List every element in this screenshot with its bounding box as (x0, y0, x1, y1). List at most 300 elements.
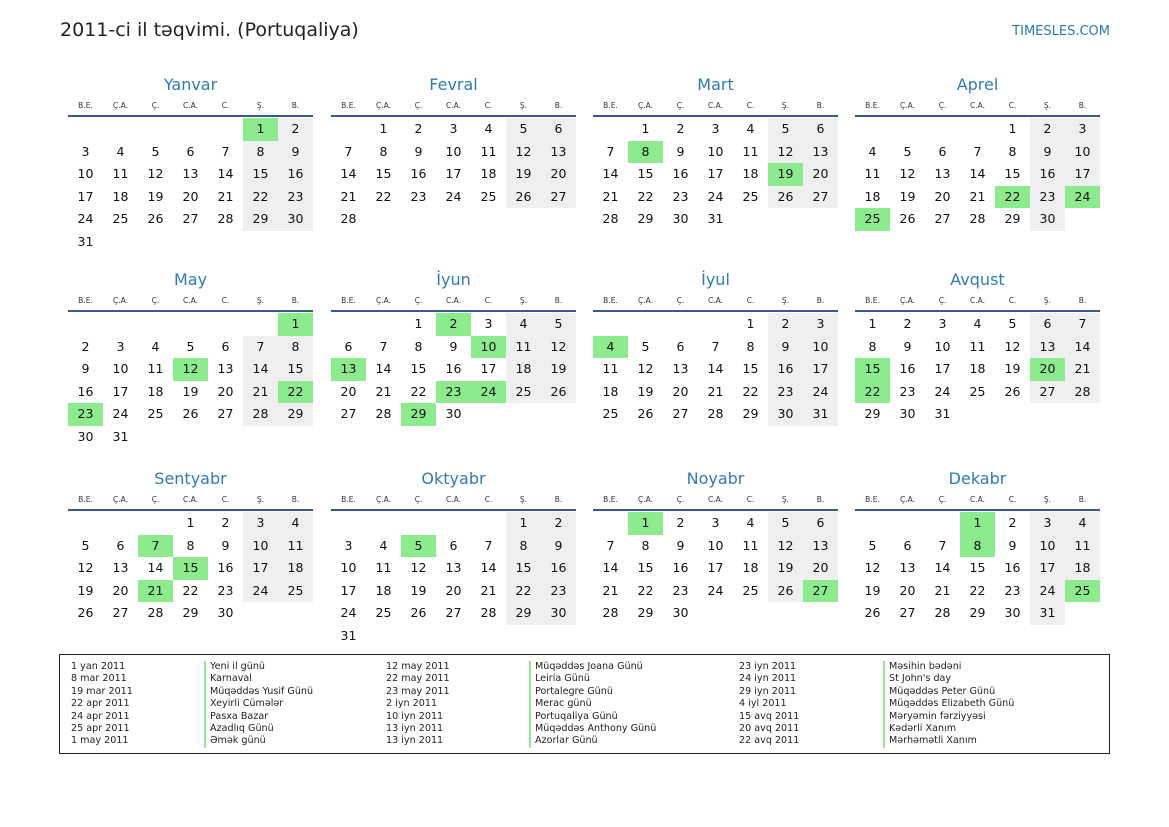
day-cell[interactable]: 20 (899, 582, 916, 598)
day-cell[interactable]: 31 (1030, 602, 1065, 625)
day-cell[interactable]: 11 (112, 166, 129, 181)
day-cell[interactable]: 1 (379, 121, 388, 136)
day-cell[interactable]: 14 (602, 166, 619, 181)
day-cell[interactable]: 28 (340, 211, 357, 226)
day-cell[interactable]: 14 (1065, 336, 1100, 359)
day-cell[interactable]: 14 (969, 166, 986, 181)
day-cell[interactable]: 9 (541, 535, 576, 558)
day-cell[interactable]: 2 (676, 121, 685, 136)
day-cell[interactable]: 14 (375, 361, 392, 376)
holiday-day-cell[interactable]: 1 (960, 512, 995, 535)
day-cell[interactable]: 8 (746, 338, 755, 354)
day-cell[interactable]: 28 (969, 211, 986, 226)
holiday-day-cell[interactable]: 24 (471, 381, 506, 404)
day-cell[interactable]: 28 (480, 605, 497, 620)
holiday-day-cell[interactable]: 29 (401, 403, 436, 426)
day-cell[interactable]: 11 (864, 166, 881, 181)
day-cell[interactable]: 5 (1008, 316, 1017, 331)
day-cell[interactable]: 25 (742, 582, 759, 598)
day-cell[interactable]: 24 (707, 582, 724, 598)
day-cell[interactable]: 29 (864, 406, 881, 421)
day-cell[interactable]: 25 (742, 188, 759, 204)
holiday-day-cell[interactable]: 27 (803, 580, 838, 603)
day-cell[interactable]: 23 (672, 582, 689, 598)
day-cell[interactable]: 21 (934, 582, 951, 598)
day-cell[interactable]: 5 (768, 118, 803, 141)
day-cell[interactable]: 24 (707, 188, 724, 204)
day-cell[interactable]: 27 (934, 211, 951, 226)
day-cell[interactable]: 5 (506, 118, 541, 141)
day-cell[interactable]: 11 (969, 338, 986, 354)
day-cell[interactable]: 24 (1030, 580, 1065, 603)
day-cell[interactable]: 13 (899, 560, 916, 575)
day-cell[interactable]: 20 (217, 383, 234, 399)
day-cell[interactable]: 10 (340, 560, 357, 575)
holiday-day-cell[interactable]: 5 (401, 535, 436, 558)
day-cell[interactable]: 18 (602, 383, 619, 399)
day-cell[interactable]: 27 (541, 186, 576, 209)
day-cell[interactable]: 9 (221, 537, 230, 553)
day-cell[interactable]: 28 (602, 211, 619, 226)
holiday-day-cell[interactable]: 15 (855, 358, 890, 381)
holiday-day-cell[interactable]: 4 (593, 336, 628, 359)
holiday-day-cell[interactable]: 15 (173, 557, 208, 580)
day-cell[interactable]: 13 (1030, 336, 1065, 359)
day-cell[interactable]: 12 (637, 361, 654, 376)
day-cell[interactable]: 19 (506, 163, 541, 186)
day-cell[interactable]: 9 (676, 143, 685, 159)
day-cell[interactable]: 2 (768, 313, 803, 336)
day-cell[interactable]: 6 (541, 118, 576, 141)
day-cell[interactable]: 18 (969, 361, 986, 376)
day-cell[interactable]: 23 (1004, 582, 1021, 598)
day-cell[interactable]: 2 (278, 118, 313, 141)
day-cell[interactable]: 18 (864, 188, 881, 204)
day-cell[interactable]: 8 (278, 336, 313, 359)
day-cell[interactable]: 14 (480, 560, 497, 575)
day-cell[interactable]: 24 (340, 605, 357, 620)
day-cell[interactable]: 21 (602, 582, 619, 598)
day-cell[interactable]: 19 (864, 582, 881, 598)
day-cell[interactable]: 14 (243, 358, 278, 381)
day-cell[interactable]: 4 (973, 316, 982, 331)
day-cell[interactable]: 31 (77, 233, 94, 249)
day-cell[interactable]: 28 (147, 605, 164, 620)
day-cell[interactable]: 17 (1065, 163, 1100, 186)
day-cell[interactable]: 23 (1030, 186, 1065, 209)
day-cell[interactable]: 8 (186, 537, 195, 553)
day-cell[interactable]: 29 (182, 605, 199, 620)
day-cell[interactable]: 28 (602, 605, 619, 620)
day-cell[interactable]: 22 (637, 582, 654, 598)
day-cell[interactable]: 2 (1008, 515, 1017, 530)
day-cell[interactable]: 19 (541, 358, 576, 381)
day-cell[interactable]: 21 (602, 188, 619, 204)
day-cell[interactable]: 22 (410, 383, 427, 399)
day-cell[interactable]: 22 (742, 383, 759, 399)
day-cell[interactable]: 31 (803, 403, 838, 426)
day-cell[interactable]: 4 (116, 143, 125, 159)
day-cell[interactable]: 16 (672, 166, 689, 181)
day-cell[interactable]: 22 (243, 186, 278, 209)
day-cell[interactable]: 21 (217, 188, 234, 204)
day-cell[interactable]: 28 (375, 406, 392, 421)
day-cell[interactable]: 25 (969, 383, 986, 399)
day-cell[interactable]: 6 (676, 338, 685, 354)
day-cell[interactable]: 3 (243, 512, 278, 535)
day-cell[interactable]: 15 (742, 361, 759, 376)
day-cell[interactable]: 11 (742, 537, 759, 553)
day-cell[interactable]: 28 (243, 403, 278, 426)
day-cell[interactable]: 24 (243, 580, 278, 603)
day-cell[interactable]: 16 (77, 383, 94, 399)
day-cell[interactable]: 12 (147, 166, 164, 181)
day-cell[interactable]: 8 (641, 537, 650, 553)
day-cell[interactable]: 29 (969, 605, 986, 620)
day-cell[interactable]: 19 (637, 383, 654, 399)
day-cell[interactable]: 4 (746, 515, 755, 530)
day-cell[interactable]: 18 (375, 582, 392, 598)
day-cell[interactable]: 10 (112, 361, 129, 376)
day-cell[interactable]: 19 (410, 582, 427, 598)
day-cell[interactable]: 16 (1030, 163, 1065, 186)
day-cell[interactable]: 29 (637, 211, 654, 226)
day-cell[interactable]: 3 (484, 316, 493, 331)
day-cell[interactable]: 20 (803, 557, 838, 580)
day-cell[interactable]: 12 (899, 166, 916, 181)
day-cell[interactable]: 16 (278, 163, 313, 186)
day-cell[interactable]: 10 (1030, 535, 1065, 558)
day-cell[interactable]: 9 (1030, 141, 1065, 164)
day-cell[interactable]: 13 (217, 361, 234, 376)
day-cell[interactable]: 14 (602, 560, 619, 575)
day-cell[interactable]: 25 (112, 211, 129, 226)
day-cell[interactable]: 16 (1004, 560, 1021, 575)
day-cell[interactable]: 4 (868, 143, 877, 159)
day-cell[interactable]: 4 (379, 537, 388, 553)
day-cell[interactable]: 18 (1065, 557, 1100, 580)
day-cell[interactable]: 16 (217, 560, 234, 575)
day-cell[interactable]: 23 (541, 580, 576, 603)
day-cell[interactable]: 21 (480, 582, 497, 598)
day-cell[interactable]: 9 (1008, 537, 1017, 553)
day-cell[interactable]: 13 (803, 535, 838, 558)
holiday-day-cell[interactable]: 13 (331, 358, 366, 381)
day-cell[interactable]: 25 (375, 605, 392, 620)
day-cell[interactable]: 5 (903, 143, 912, 159)
day-cell[interactable]: 10 (707, 143, 724, 159)
day-cell[interactable]: 7 (344, 143, 353, 159)
day-cell[interactable]: 9 (903, 338, 912, 354)
day-cell[interactable]: 1 (186, 515, 195, 530)
day-cell[interactable]: 6 (116, 537, 125, 553)
day-cell[interactable]: 31 (340, 627, 357, 643)
day-cell[interactable]: 11 (480, 143, 497, 159)
day-cell[interactable]: 26 (410, 605, 427, 620)
day-cell[interactable]: 4 (746, 121, 755, 136)
day-cell[interactable]: 18 (742, 166, 759, 181)
day-cell[interactable]: 29 (278, 403, 313, 426)
day-cell[interactable]: 19 (147, 188, 164, 204)
day-cell[interactable]: 18 (742, 560, 759, 575)
day-cell[interactable]: 3 (711, 121, 720, 136)
day-cell[interactable]: 17 (112, 383, 129, 399)
day-cell[interactable]: 14 (934, 560, 951, 575)
day-cell[interactable]: 25 (480, 188, 497, 204)
day-cell[interactable]: 15 (278, 358, 313, 381)
day-cell[interactable]: 17 (77, 188, 94, 204)
day-cell[interactable]: 4 (484, 121, 493, 136)
day-cell[interactable]: 9 (676, 537, 685, 553)
day-cell[interactable]: 6 (186, 143, 195, 159)
day-cell[interactable]: 2 (414, 121, 423, 136)
day-cell[interactable]: 19 (899, 188, 916, 204)
day-cell[interactable]: 5 (81, 537, 90, 553)
day-cell[interactable]: 23 (217, 582, 234, 598)
day-cell[interactable]: 7 (938, 537, 947, 553)
day-cell[interactable]: 30 (672, 605, 689, 620)
day-cell[interactable]: 10 (77, 166, 94, 181)
day-cell[interactable]: 2 (903, 316, 912, 331)
day-cell[interactable]: 3 (711, 515, 720, 530)
day-cell[interactable]: 10 (243, 535, 278, 558)
day-cell[interactable]: 16 (768, 358, 803, 381)
day-cell[interactable]: 22 (506, 580, 541, 603)
day-cell[interactable]: 29 (1004, 211, 1021, 226)
day-cell[interactable]: 29 (243, 208, 278, 231)
day-cell[interactable]: 17 (445, 166, 462, 181)
holiday-day-cell[interactable]: 22 (855, 381, 890, 404)
day-cell[interactable]: 6 (344, 338, 353, 354)
day-cell[interactable]: 14 (217, 166, 234, 181)
day-cell[interactable]: 3 (938, 316, 947, 331)
day-cell[interactable]: 16 (445, 361, 462, 376)
day-cell[interactable]: 25 (147, 406, 164, 421)
holiday-day-cell[interactable]: 22 (278, 381, 313, 404)
day-cell[interactable]: 17 (934, 361, 951, 376)
day-cell[interactable]: 26 (147, 211, 164, 226)
day-cell[interactable]: 12 (410, 560, 427, 575)
day-cell[interactable]: 20 (803, 163, 838, 186)
day-cell[interactable]: 14 (707, 361, 724, 376)
day-cell[interactable]: 10 (803, 336, 838, 359)
day-cell[interactable]: 23 (410, 188, 427, 204)
day-cell[interactable]: 9 (81, 361, 90, 376)
day-cell[interactable]: 27 (899, 605, 916, 620)
day-cell[interactable]: 28 (1065, 381, 1100, 404)
day-cell[interactable]: 3 (803, 313, 838, 336)
day-cell[interactable]: 5 (151, 143, 160, 159)
day-cell[interactable]: 30 (541, 602, 576, 625)
day-cell[interactable]: 24 (77, 211, 94, 226)
day-cell[interactable]: 12 (506, 141, 541, 164)
holiday-day-cell[interactable]: 7 (138, 535, 173, 558)
day-cell[interactable]: 1 (746, 316, 755, 331)
day-cell[interactable]: 15 (637, 166, 654, 181)
day-cell[interactable]: 11 (375, 560, 392, 575)
holiday-day-cell[interactable]: 19 (768, 163, 803, 186)
day-cell[interactable]: 7 (221, 143, 230, 159)
day-cell[interactable]: 29 (742, 406, 759, 421)
day-cell[interactable]: 6 (803, 118, 838, 141)
day-cell[interactable]: 11 (1065, 535, 1100, 558)
day-cell[interactable]: 17 (707, 166, 724, 181)
day-cell[interactable]: 17 (707, 560, 724, 575)
day-cell[interactable]: 7 (711, 338, 720, 354)
day-cell[interactable]: 6 (1030, 313, 1065, 336)
day-cell[interactable]: 10 (1065, 141, 1100, 164)
day-cell[interactable]: 30 (899, 406, 916, 421)
day-cell[interactable]: 17 (243, 557, 278, 580)
day-cell[interactable]: 18 (480, 166, 497, 181)
day-cell[interactable]: 7 (379, 338, 388, 354)
day-cell[interactable]: 22 (637, 188, 654, 204)
day-cell[interactable]: 30 (278, 208, 313, 231)
holiday-day-cell[interactable]: 22 (995, 186, 1030, 209)
day-cell[interactable]: 28 (934, 605, 951, 620)
day-cell[interactable]: 23 (672, 188, 689, 204)
day-cell[interactable]: 23 (899, 383, 916, 399)
day-cell[interactable]: 21 (1065, 358, 1100, 381)
holiday-day-cell[interactable]: 24 (1065, 186, 1100, 209)
day-cell[interactable]: 23 (768, 381, 803, 404)
day-cell[interactable]: 18 (147, 383, 164, 399)
day-cell[interactable]: 12 (77, 560, 94, 575)
holiday-day-cell[interactable]: 25 (855, 208, 890, 231)
day-cell[interactable]: 20 (934, 188, 951, 204)
day-cell[interactable]: 18 (506, 358, 541, 381)
day-cell[interactable]: 30 (445, 406, 462, 421)
day-cell[interactable]: 16 (672, 560, 689, 575)
day-cell[interactable]: 20 (112, 582, 129, 598)
day-cell[interactable]: 5 (768, 512, 803, 535)
day-cell[interactable]: 6 (449, 537, 458, 553)
day-cell[interactable]: 30 (1004, 605, 1021, 620)
day-cell[interactable]: 28 (707, 406, 724, 421)
day-cell[interactable]: 9 (768, 336, 803, 359)
day-cell[interactable]: 13 (445, 560, 462, 575)
day-cell[interactable]: 6 (221, 338, 230, 354)
day-cell[interactable]: 11 (278, 535, 313, 558)
day-cell[interactable]: 5 (541, 313, 576, 336)
day-cell[interactable]: 3 (449, 121, 458, 136)
holiday-day-cell[interactable]: 23 (68, 403, 103, 426)
day-cell[interactable]: 15 (243, 163, 278, 186)
day-cell[interactable]: 7 (973, 143, 982, 159)
day-cell[interactable]: 15 (969, 560, 986, 575)
day-cell[interactable]: 11 (602, 361, 619, 376)
day-cell[interactable]: 7 (1065, 313, 1100, 336)
day-cell[interactable]: 5 (868, 537, 877, 553)
day-cell[interactable]: 21 (243, 381, 278, 404)
day-cell[interactable]: 7 (484, 537, 493, 553)
day-cell[interactable]: 26 (541, 381, 576, 404)
day-cell[interactable]: 31 (112, 428, 129, 444)
day-cell[interactable]: 12 (1004, 338, 1021, 354)
day-cell[interactable]: 4 (506, 313, 541, 336)
day-cell[interactable]: 9 (278, 141, 313, 164)
day-cell[interactable]: 15 (375, 166, 392, 181)
day-cell[interactable]: 15 (1004, 166, 1021, 181)
holiday-day-cell[interactable]: 1 (628, 512, 663, 535)
day-cell[interactable]: 17 (803, 358, 838, 381)
holiday-day-cell[interactable]: 21 (138, 580, 173, 603)
day-cell[interactable]: 8 (868, 338, 877, 354)
day-cell[interactable]: 27 (803, 186, 838, 209)
day-cell[interactable]: 4 (278, 512, 313, 535)
day-cell[interactable]: 19 (768, 557, 803, 580)
day-cell[interactable]: 22 (969, 582, 986, 598)
day-cell[interactable]: 30 (77, 428, 94, 444)
day-cell[interactable]: 27 (217, 406, 234, 421)
day-cell[interactable]: 2 (81, 338, 90, 354)
day-cell[interactable]: 12 (768, 141, 803, 164)
day-cell[interactable]: 6 (903, 537, 912, 553)
day-cell[interactable]: 29 (637, 605, 654, 620)
day-cell[interactable]: 12 (864, 560, 881, 575)
day-cell[interactable]: 21 (340, 188, 357, 204)
day-cell[interactable]: 26 (182, 406, 199, 421)
day-cell[interactable]: 23 (278, 186, 313, 209)
day-cell[interactable]: 19 (1004, 361, 1021, 376)
day-cell[interactable]: 16 (541, 557, 576, 580)
day-cell[interactable]: 31 (934, 406, 951, 421)
day-cell[interactable]: 1 (1008, 121, 1017, 136)
day-cell[interactable]: 24 (112, 406, 129, 421)
day-cell[interactable]: 21 (375, 383, 392, 399)
day-cell[interactable]: 31 (707, 211, 724, 226)
day-cell[interactable]: 26 (1004, 383, 1021, 399)
day-cell[interactable]: 1 (641, 121, 650, 136)
site-link[interactable]: TIMESLES.COM (1012, 24, 1110, 39)
day-cell[interactable]: 13 (672, 361, 689, 376)
holiday-day-cell[interactable]: 1 (243, 118, 278, 141)
holiday-day-cell[interactable]: 8 (628, 141, 663, 164)
holiday-day-cell[interactable]: 1 (278, 313, 313, 336)
day-cell[interactable]: 24 (803, 381, 838, 404)
day-cell[interactable]: 1 (414, 316, 423, 331)
day-cell[interactable]: 21 (969, 188, 986, 204)
day-cell[interactable]: 11 (506, 336, 541, 359)
day-cell[interactable]: 6 (938, 143, 947, 159)
day-cell[interactable]: 26 (768, 580, 803, 603)
day-cell[interactable]: 3 (1065, 118, 1100, 141)
day-cell[interactable]: 10 (445, 143, 462, 159)
holiday-day-cell[interactable]: 20 (1030, 358, 1065, 381)
day-cell[interactable]: 27 (672, 406, 689, 421)
day-cell[interactable]: 12 (768, 535, 803, 558)
day-cell[interactable]: 24 (934, 383, 951, 399)
day-cell[interactable]: 16 (410, 166, 427, 181)
day-cell[interactable]: 14 (340, 166, 357, 181)
day-cell[interactable]: 20 (182, 188, 199, 204)
day-cell[interactable]: 28 (217, 211, 234, 226)
day-cell[interactable]: 13 (541, 141, 576, 164)
day-cell[interactable]: 9 (414, 143, 423, 159)
day-cell[interactable]: 20 (340, 383, 357, 399)
day-cell[interactable]: 8 (1008, 143, 1017, 159)
day-cell[interactable]: 4 (1065, 512, 1100, 535)
day-cell[interactable]: 25 (278, 580, 313, 603)
day-cell[interactable]: 13 (182, 166, 199, 181)
day-cell[interactable]: 3 (1030, 512, 1065, 535)
day-cell[interactable]: 8 (379, 143, 388, 159)
day-cell[interactable]: 15 (410, 361, 427, 376)
day-cell[interactable]: 13 (112, 560, 129, 575)
day-cell[interactable]: 1 (868, 316, 877, 331)
day-cell[interactable]: 5 (186, 338, 195, 354)
day-cell[interactable]: 19 (182, 383, 199, 399)
